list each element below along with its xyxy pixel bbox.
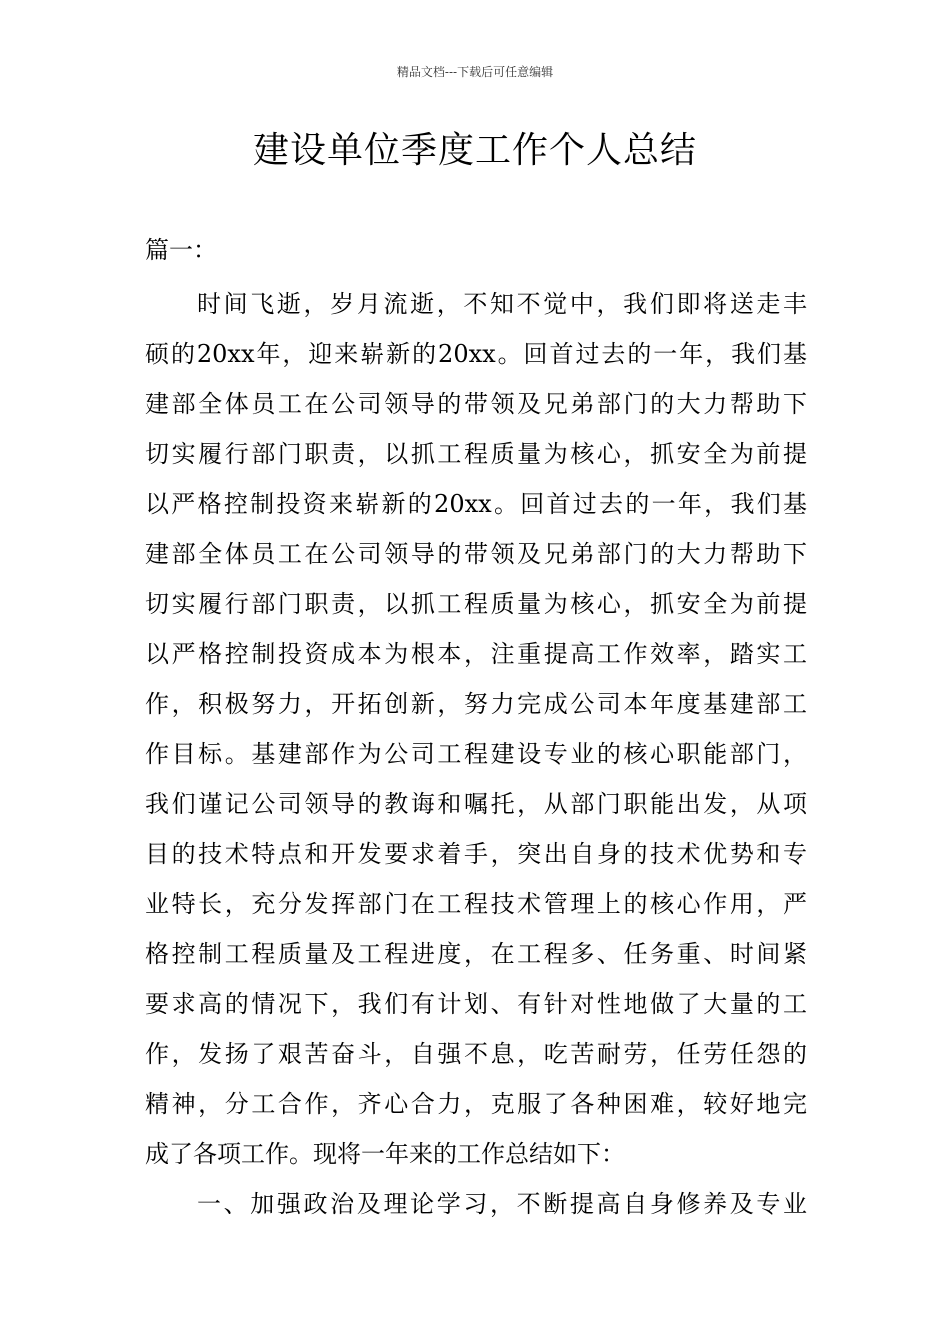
paragraph-line: 目的技术特点和开发要求着手，突出自身的技术优势和专: [145, 840, 807, 868]
section-heading-line: 一、加强政治及理论学习，不断提高自身修养及专业: [197, 1190, 807, 1218]
paragraph-line: 硕的20xx年，迎来崭新的20xx。回首过去的一年，我们基: [145, 340, 807, 368]
paragraph-line: 以严格控制投资来崭新的20xx。回首过去的一年，我们基: [145, 490, 807, 518]
paragraph-line: 作，发扬了艰苦奋斗，自强不息，吃苦耐劳，任劳任怨的: [145, 1040, 807, 1068]
paragraph-line: 我们谨记公司领导的教诲和嘱托，从部门职能出发，从项: [145, 790, 807, 818]
header-note: 精品文档---下载后可任意编辑: [396, 65, 554, 79]
document-title: 建设单位季度工作个人总结: [252, 130, 697, 171]
paragraph-line: 精神，分工合作，齐心合力，克服了各种困难，较好地完: [145, 1090, 807, 1118]
paragraph-line: 建部全体员工在公司领导的带领及兄弟部门的大力帮助下: [145, 540, 807, 568]
paragraph-line: 切实履行部门职责，以抓工程质量为核心，抓安全为前提: [145, 440, 807, 468]
paragraph-line: 建部全体员工在公司领导的带领及兄弟部门的大力帮助下: [145, 390, 807, 418]
paragraph-line: 业特长，充分发挥部门在工程技术管理上的核心作用，严: [145, 890, 807, 918]
paragraph-line: 格控制工程质量及工程进度，在工程多、任务重、时间紧: [145, 940, 807, 968]
paragraph-line: 时间飞逝，岁月流逝，不知不觉中，我们即将送走丰: [197, 290, 807, 318]
paragraph-line: 切实履行部门职责，以抓工程质量为核心，抓安全为前提: [145, 590, 807, 618]
paragraph-line: 成了各项工作。现将一年来的工作总结如下：: [145, 1140, 625, 1168]
body-text: [145, 279, 807, 1229]
section-label: 篇一：: [145, 236, 217, 264]
paragraph-line: 以严格控制投资成本为根本，注重提高工作效率，踏实工: [145, 640, 807, 668]
paragraph-line: 作目标。基建部作为公司工程建设专业的核心职能部门，: [145, 740, 807, 768]
paragraph-line: 要求高的情况下，我们有计划、有针对性地做了大量的工: [145, 990, 807, 1018]
paragraph-line: 作，积极努力，开拓创新，努力完成公司本年度基建部工: [145, 690, 807, 718]
